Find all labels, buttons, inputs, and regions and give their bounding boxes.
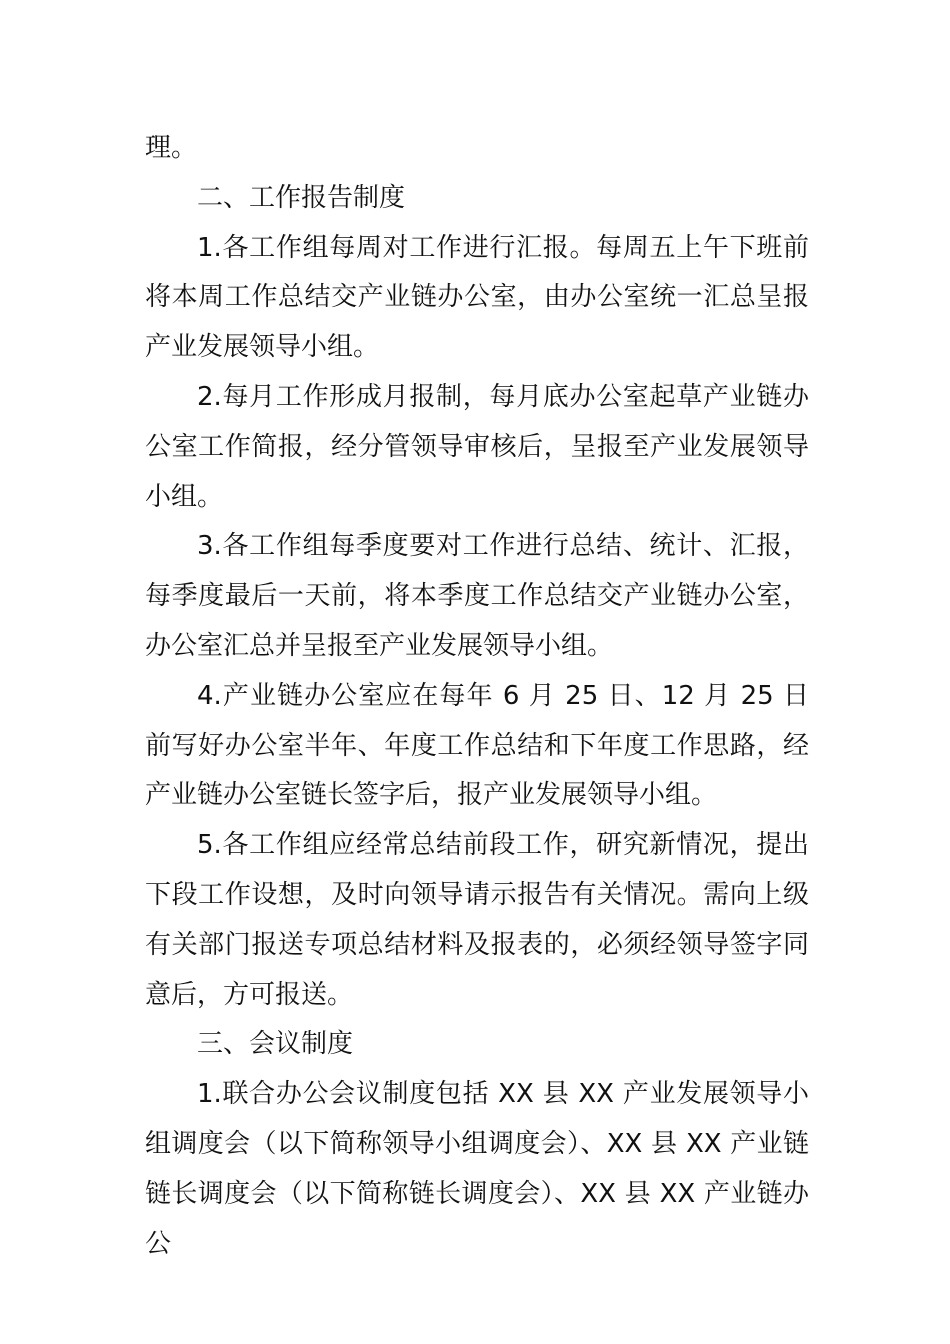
paragraph-item-3-quarterly-report: 3.各工作组每季度要对工作进行总结、统计、汇报，每季度最后一天前，将本季度工作总结交产业链办公室，办公室汇总并呈报至产业发展领导小组。 (145, 531, 809, 661)
paragraph-item-1-joint-meeting: 1.联合办公会议制度包括 XX 县 XX 产业发展领导小组调度会（以下简称领导小组调度会）、XX 县 XX 产业链链长调度会（以下简称链长调度会）、XX 县 XX 产业链办公 (145, 1079, 809, 1259)
paragraph-item-4-half-year-report: 4.产业链办公室应在每年 6 月 25 日、12 月 25 日前写好办公室半年、年度工作总结和下年度工作思路，经产业链办公室链长签字后，报产业发展领导小组。 (145, 680, 809, 811)
paragraph-item-1-weekly-report: 1.各工作组每周对工作进行汇报。每周五上午下班前将本周工作总结交产业链办公室，由办公室统一汇总呈报产业发展领导小组。 (145, 232, 809, 363)
paragraph-item-5-work-summary: 5.各工作组应经常总结前段工作，研究新情况，提出下段工作设想，及时向领导请示报告有关情况。需向上级有关部门报送专项总结材料及报表的，必须经领导签字同意后，方可报送。 (145, 830, 809, 1010)
paragraph-continuation: 理。 (145, 133, 198, 163)
document-body (145, 124, 809, 1269)
paragraph-item-2-monthly-report: 2.每月工作形成月报制，每月底办公室起草产业链办公室工作简报，经分管领导审核后，呈报至产业发展领导小组。 (145, 381, 809, 512)
section-heading-work-report-system: 二、工作报告制度 (197, 182, 406, 213)
section-heading-meeting-system: 三、会议制度 (197, 1029, 354, 1060)
